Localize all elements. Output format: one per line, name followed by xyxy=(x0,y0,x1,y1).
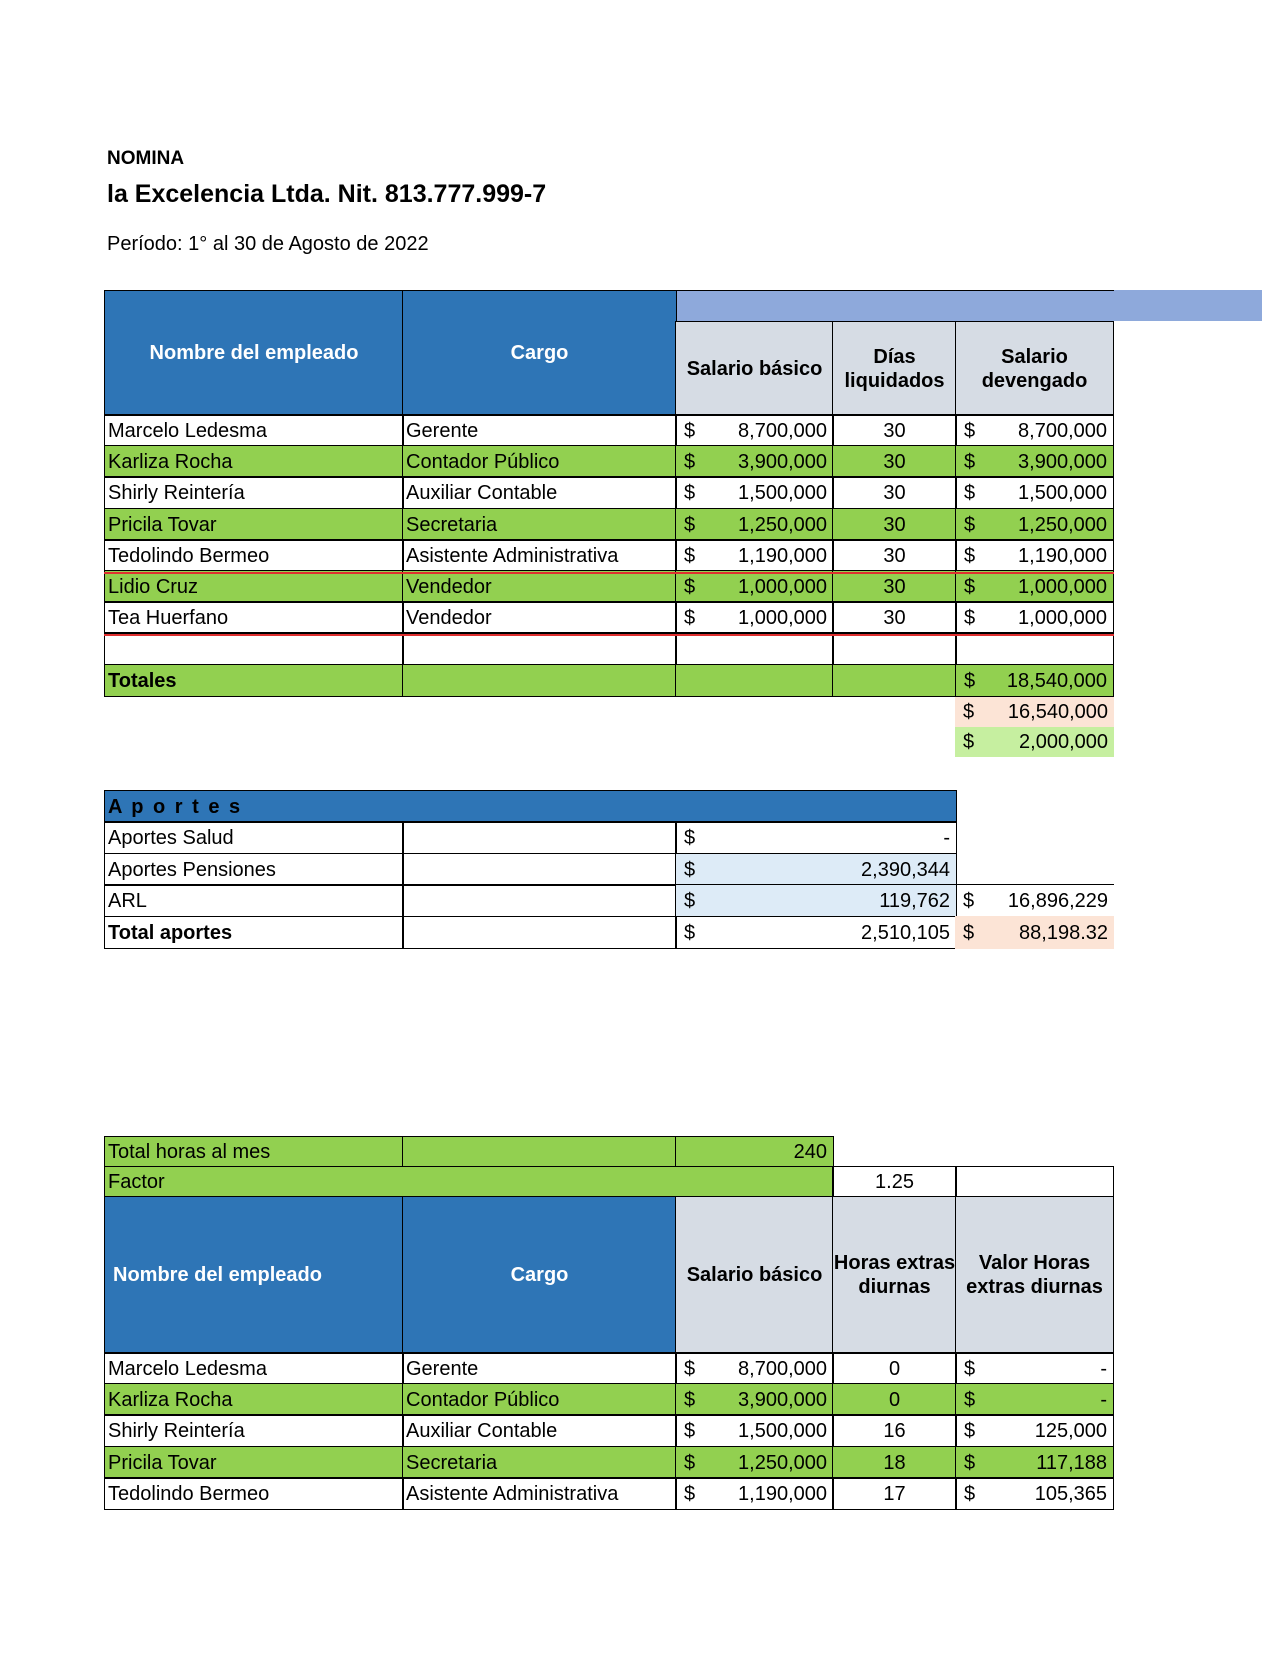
ot-hours-cell: 16 xyxy=(832,1414,957,1447)
hours-blank xyxy=(402,1136,677,1168)
ot-employee-role: Asistente Administrativa xyxy=(402,1477,677,1510)
salary-cell xyxy=(675,508,834,541)
period: Período: 1° al 30 de Agosto de 2022 xyxy=(107,233,429,255)
ot-salary-cell xyxy=(675,1446,834,1479)
days-cell: 30 xyxy=(832,570,957,603)
currency-symbol: $ xyxy=(963,701,975,723)
ot-col-header-role: Cargo xyxy=(402,1196,677,1354)
hours-value: 240 xyxy=(675,1136,834,1168)
earned-cell-amount: 1,000,000 xyxy=(1018,575,1107,598)
salary-cell-amount: 1,000,000 xyxy=(738,606,827,629)
salary-cell-amount: 8,700,000 xyxy=(738,419,827,442)
aporte-blank xyxy=(402,884,677,917)
currency-symbol: $ xyxy=(964,544,976,567)
salary-cell xyxy=(675,414,834,447)
currency-symbol: $ xyxy=(684,481,696,504)
ot-value-cell xyxy=(955,1477,1114,1510)
selection-border-top xyxy=(104,572,1114,574)
days-cell: 30 xyxy=(832,539,957,572)
employee-name: Pricila Tovar xyxy=(104,508,404,541)
salary-cell xyxy=(675,539,834,572)
currency-symbol: $ xyxy=(964,1451,976,1474)
header-band xyxy=(676,290,1262,321)
aporte-value xyxy=(675,853,957,886)
currency-symbol: $ xyxy=(684,575,696,598)
currency-symbol: $ xyxy=(964,513,976,536)
col-header-salary: Salario básico xyxy=(675,321,834,416)
currency-symbol: $ xyxy=(964,1482,976,1505)
employee-role: Contador Público xyxy=(402,445,677,478)
aporte-blank xyxy=(402,821,677,854)
aporte-side-value-amount: 16,896,229 xyxy=(1007,890,1108,912)
factor-label: Factor xyxy=(104,1166,834,1198)
ot-value-cell xyxy=(955,1414,1114,1447)
company-name: la Excelencia Ltda. Nit. 813.777.999-7 xyxy=(107,180,547,208)
currency-symbol: $ xyxy=(684,1357,696,1380)
salary-cell-amount: 3,900,000 xyxy=(738,450,827,473)
ot-col-header-salary: Salario básico xyxy=(675,1196,834,1354)
ot-hours-cell: 0 xyxy=(832,1383,957,1416)
ot-value-cell-amount: 117,188 xyxy=(1036,1451,1107,1474)
currency-symbol: $ xyxy=(963,921,975,944)
subtotal-1 xyxy=(955,697,1114,727)
aporte-value-amount: 2,390,344 xyxy=(861,858,950,881)
ot-value-cell xyxy=(955,1352,1114,1385)
employee-role: Asistente Administrativa xyxy=(402,539,677,572)
earned-cell xyxy=(955,539,1114,572)
ot-hours-cell: 0 xyxy=(832,1352,957,1385)
employee-role: Vendedor xyxy=(402,570,677,603)
salary-cell xyxy=(675,601,834,634)
days-cell: 30 xyxy=(832,414,957,447)
employee-role: Auxiliar Contable xyxy=(402,476,677,509)
totals-label: Totales xyxy=(104,664,404,697)
currency-symbol: $ xyxy=(684,450,696,473)
ot-value-cell-amount: - xyxy=(1100,1357,1107,1380)
ot-employee-role: Auxiliar Contable xyxy=(402,1414,677,1447)
ot-value-cell xyxy=(955,1446,1114,1479)
blank-cell xyxy=(955,632,1114,665)
aporte-value-amount: 2,510,105 xyxy=(861,921,950,944)
ot-salary-cell-amount: 1,190,000 xyxy=(738,1482,827,1505)
ot-employee-name: Marcelo Ledesma xyxy=(104,1352,404,1385)
earned-cell-amount: 1,500,000 xyxy=(1018,481,1107,504)
ot-salary-cell xyxy=(675,1383,834,1416)
currency-symbol: $ xyxy=(684,513,696,536)
ot-col-header-hours: Horas extras diurnas xyxy=(832,1196,957,1354)
ot-employee-role: Gerente xyxy=(402,1352,677,1385)
aporte-label: ARL xyxy=(104,884,404,917)
aporte-side-value xyxy=(955,916,1114,949)
currency-symbol: $ xyxy=(684,1419,696,1442)
salary-cell-amount: 1,500,000 xyxy=(738,481,827,504)
aporte-label: Aportes Salud xyxy=(104,821,404,854)
currency-symbol: $ xyxy=(684,1482,696,1505)
employee-role: Vendedor xyxy=(402,601,677,634)
ot-value-cell-amount: 125,000 xyxy=(1034,1419,1107,1442)
days-cell: 30 xyxy=(832,508,957,541)
header-band-border xyxy=(676,290,1114,291)
currency-symbol: $ xyxy=(964,1388,976,1411)
currency-symbol: $ xyxy=(964,419,976,442)
blank-cell xyxy=(402,632,677,665)
currency-symbol: $ xyxy=(963,890,975,912)
ot-salary-cell xyxy=(675,1414,834,1447)
aporte-value xyxy=(675,884,957,917)
earned-cell-amount: 1,250,000 xyxy=(1018,513,1107,536)
total-earned xyxy=(955,664,1114,697)
subtotal-2-amount: 2,000,000 xyxy=(1019,731,1108,753)
currency-symbol: $ xyxy=(964,669,976,692)
currency-symbol: $ xyxy=(964,481,976,504)
totals-blank xyxy=(675,664,834,697)
selection-border-bottom xyxy=(104,634,1114,636)
employee-role: Secretaria xyxy=(402,508,677,541)
earned-cell-amount: 1,190,000 xyxy=(1018,544,1107,567)
earned-cell xyxy=(955,445,1114,478)
aporte-value-amount: - xyxy=(943,826,950,849)
ot-salary-cell-amount: 1,250,000 xyxy=(738,1451,827,1474)
totals-blank xyxy=(832,664,957,697)
currency-symbol: $ xyxy=(684,1388,696,1411)
ot-salary-cell-amount: 8,700,000 xyxy=(738,1357,827,1380)
ot-salary-cell-amount: 1,500,000 xyxy=(738,1419,827,1442)
employee-name: Tedolindo Bermeo xyxy=(104,539,404,572)
earned-cell-amount: 8,700,000 xyxy=(1018,419,1107,442)
blank-cell xyxy=(675,632,834,665)
col-header-name: Nombre del empleado xyxy=(104,290,404,416)
salary-cell xyxy=(675,570,834,603)
aporte-side-value-amount: 88,198.32 xyxy=(1019,921,1108,944)
days-cell: 30 xyxy=(832,445,957,478)
ot-employee-name: Shirly Reintería xyxy=(104,1414,404,1447)
currency-symbol: $ xyxy=(684,889,696,912)
ot-value-cell xyxy=(955,1383,1114,1416)
currency-symbol: $ xyxy=(963,731,975,753)
subtotal-1-amount: 16,540,000 xyxy=(1007,701,1108,723)
employee-name: Lidio Cruz xyxy=(104,570,404,603)
ot-salary-cell xyxy=(675,1477,834,1510)
currency-symbol: $ xyxy=(684,606,696,629)
blank-cell xyxy=(832,632,957,665)
employee-name: Marcelo Ledesma xyxy=(104,414,404,447)
employee-role: Gerente xyxy=(402,414,677,447)
days-cell: 30 xyxy=(832,476,957,509)
employee-name: Shirly Reintería xyxy=(104,476,404,509)
days-cell: 30 xyxy=(832,601,957,634)
aporte-label: Aportes Pensiones xyxy=(104,853,404,886)
currency-symbol: $ xyxy=(964,450,976,473)
salary-cell xyxy=(675,445,834,478)
earned-cell xyxy=(955,570,1114,603)
col-header-days: Días liquidados xyxy=(832,321,957,416)
col-header-role: Cargo xyxy=(402,290,677,416)
factor-value: 1.25 xyxy=(832,1166,957,1198)
employee-name: Tea Huerfano xyxy=(104,601,404,634)
ot-col-header-value: Valor Horas extras diurnas xyxy=(955,1196,1114,1354)
totals-blank xyxy=(402,664,677,697)
salary-cell xyxy=(675,476,834,509)
aporte-label: Total aportes xyxy=(104,916,404,949)
ot-employee-role: Secretaria xyxy=(402,1446,677,1479)
currency-symbol: $ xyxy=(684,419,696,442)
currency-symbol: $ xyxy=(684,921,696,944)
subtotal-2 xyxy=(955,727,1114,757)
ot-employee-name: Pricila Tovar xyxy=(104,1446,404,1479)
employee-name: Karliza Rocha xyxy=(104,445,404,478)
ot-col-header-name: Nombre del empleado xyxy=(104,1196,404,1354)
blank-cell xyxy=(104,632,404,665)
doc-title: NOMINA xyxy=(107,148,185,169)
currency-symbol: $ xyxy=(684,858,696,881)
earned-cell xyxy=(955,601,1114,634)
ot-value-cell-amount: - xyxy=(1100,1388,1107,1411)
earned-cell xyxy=(955,476,1114,509)
col-header-earned: Salario devengado xyxy=(955,321,1114,416)
total-earned-amount: 18,540,000 xyxy=(1006,669,1107,692)
aporte-value-amount: 119,762 xyxy=(879,889,950,912)
factor-blank xyxy=(955,1166,1114,1198)
ot-salary-cell-amount: 3,900,000 xyxy=(738,1388,827,1411)
salary-cell-amount: 1,190,000 xyxy=(738,544,827,567)
earned-cell xyxy=(955,508,1114,541)
ot-value-cell-amount: 105,365 xyxy=(1034,1482,1107,1505)
ot-hours-cell: 17 xyxy=(832,1477,957,1510)
currency-symbol: $ xyxy=(964,1357,976,1380)
currency-symbol: $ xyxy=(684,826,696,849)
currency-symbol: $ xyxy=(964,575,976,598)
currency-symbol: $ xyxy=(964,1419,976,1442)
aporte-blank xyxy=(402,916,677,949)
aportes-title: A p o r t e s xyxy=(104,790,957,823)
currency-symbol: $ xyxy=(964,606,976,629)
aporte-value xyxy=(675,916,957,949)
ot-hours-cell: 18 xyxy=(832,1446,957,1479)
currency-symbol: $ xyxy=(684,1451,696,1474)
aporte-value xyxy=(675,821,957,854)
hours-label: Total horas al mes xyxy=(104,1136,404,1168)
earned-cell xyxy=(955,414,1114,447)
ot-salary-cell xyxy=(675,1352,834,1385)
salary-cell-amount: 1,000,000 xyxy=(738,575,827,598)
earned-cell-amount: 3,900,000 xyxy=(1018,450,1107,473)
aporte-blank xyxy=(402,853,677,886)
currency-symbol: $ xyxy=(684,544,696,567)
salary-cell-amount: 1,250,000 xyxy=(738,513,827,536)
ot-employee-role: Contador Público xyxy=(402,1383,677,1416)
aporte-side-value xyxy=(955,884,1114,917)
ot-employee-name: Karliza Rocha xyxy=(104,1383,404,1416)
earned-cell-amount: 1,000,000 xyxy=(1018,606,1107,629)
ot-employee-name: Tedolindo Bermeo xyxy=(104,1477,404,1510)
